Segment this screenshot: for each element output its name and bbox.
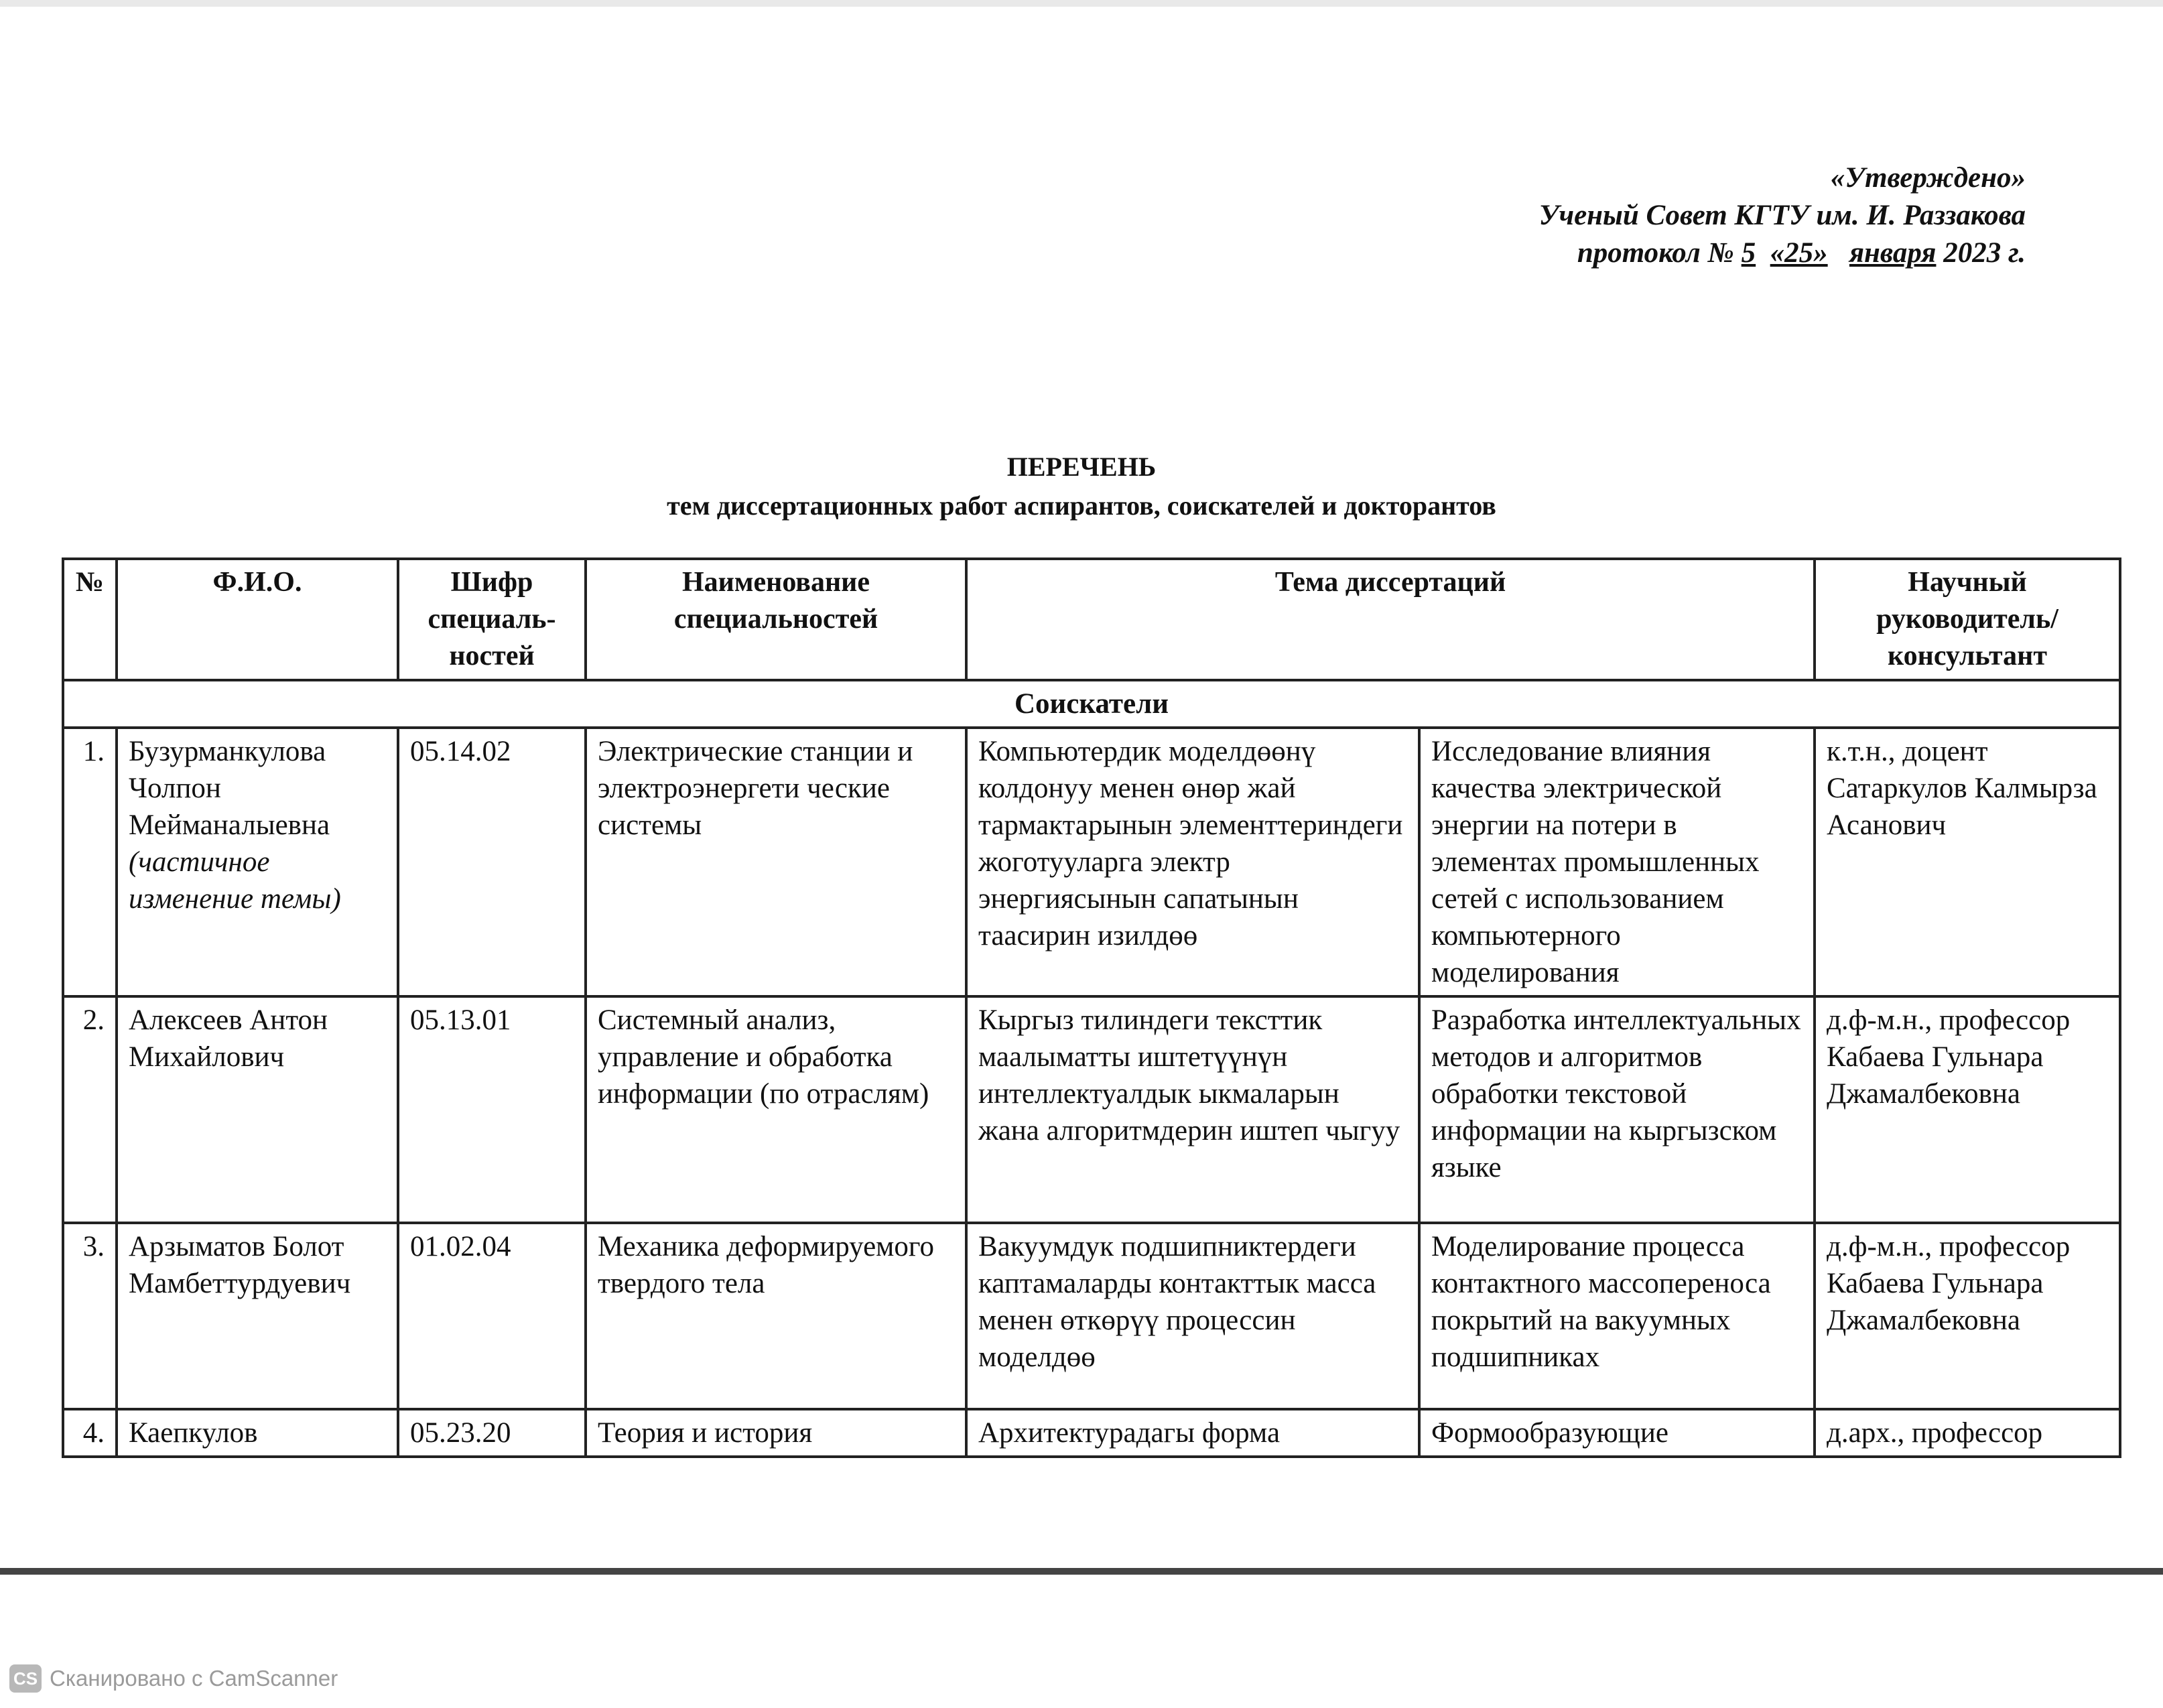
row-topic-kyrgyz: Кыргыз тилиндеги тексттик маалыматты иштетүүнүн интеллектуалдык ыкмаларын жана алгоритмдерин иштеп чыгуу: [966, 996, 1419, 1223]
row-specialty: Механика деформируемого твердого тела: [586, 1223, 966, 1409]
document-title: ПЕРЕЧЕНЬ: [1006, 452, 1157, 482]
row-topic-russian: Исследование влияния качества электрической энергии на потери в элементах промышленных сетей с использованием компьютерного моделирования: [1419, 728, 1815, 996]
header-topic: Тема диссертаций: [966, 559, 1815, 680]
row-specialty: Теория и история: [586, 1409, 966, 1457]
camscanner-text: Сканировано с CamScanner: [50, 1666, 338, 1691]
row-specialty: Электрические станции и электроэнергети ческие системы: [586, 728, 966, 996]
row-code: 05.13.01: [398, 996, 586, 1223]
protocol-number: 5: [1741, 237, 1756, 269]
header-specialty: Наименование специальностей: [586, 559, 966, 680]
row-num: 4.: [63, 1409, 117, 1457]
approval-line-2: Ученый Совет КГТУ им. И. Раззакова: [1538, 200, 2026, 231]
scan-page-edge: [0, 1568, 2163, 1575]
camscanner-watermark: [9, 1664, 338, 1693]
approval-stamp: [1539, 159, 2026, 272]
row-fio-name: Бузурманкулова Чолпон Мейманалыевна: [129, 736, 330, 841]
table-row: [63, 996, 2120, 1223]
header-code: Шифр специаль-ностей: [398, 559, 586, 680]
row-code: 01.02.04: [398, 1223, 586, 1409]
document-title-block: [0, 448, 2163, 525]
row-advisor: к.т.н., доцент Сатаркулов Калмырза Асанович: [1815, 728, 2120, 996]
protocol-month: января: [1849, 237, 1937, 269]
row-fio: Алексеев Антон Михайлович: [117, 996, 398, 1223]
table-row: [63, 1223, 2120, 1409]
protocol-day: «25»: [1770, 237, 1828, 269]
row-fio: Каепкулов: [117, 1409, 398, 1457]
row-topic-kyrgyz: Компьютердик моделдөөнү колдонуу менен өнөр жай тармактарынын элементтериндеги жоготууларга электр энергиясынын сапатынын таасирин изилдөө: [966, 728, 1419, 996]
protocol-year: 2023 г.: [1943, 237, 2026, 269]
row-topic-kyrgyz: Архитектурадагы форма: [966, 1409, 1419, 1457]
document-subtitle: тем диссертационных работ аспирантов, соискателей и докторантов: [667, 490, 1496, 521]
row-fio-note: (частичное изменение темы): [129, 846, 341, 915]
table-header-row: [63, 559, 2120, 680]
row-topic-russian: Формообразующие: [1419, 1409, 1815, 1457]
approval-line-3: [1539, 235, 2026, 272]
row-topic-russian: Разработка интеллектуальных методов и алгоритмов обработки текстовой информации на кыргызском языке: [1419, 996, 1815, 1223]
row-topic-kyrgyz: Вакуумдук подшипниктердеги каптамаларды контакттык масса менен өткөрүү процессин моделдөө: [966, 1223, 1419, 1409]
row-advisor: д.ф-м.н., профессор Кабаева Гульнара Джамалбековна: [1815, 996, 2120, 1223]
row-advisor: д.арх., профессор: [1815, 1409, 2120, 1457]
row-num: 2.: [63, 996, 117, 1223]
camscanner-logo-icon: CS: [9, 1664, 42, 1693]
row-code: 05.14.02: [398, 728, 586, 996]
table-row: [63, 1409, 2120, 1457]
row-topic-russian: Моделирование процесса контактного массопереноса покрытий на вакуумных подшипниках: [1419, 1223, 1815, 1409]
table-row: [63, 728, 2120, 996]
dissertation-topics-table: [62, 557, 2121, 1458]
section-row: [63, 680, 2120, 728]
section-label: Соискатели: [63, 680, 2120, 728]
row-fio: [117, 728, 398, 996]
row-num: 3.: [63, 1223, 117, 1409]
protocol-prefix: протокол №: [1577, 237, 1742, 269]
scan-top-edge: [0, 0, 2163, 7]
approval-line-1: «Утверждено»: [1830, 162, 2026, 194]
header-fio: Ф.И.О.: [117, 559, 398, 680]
header-advisor: Научный руководитель/ консультант: [1815, 559, 2120, 680]
row-advisor: д.ф-м.н., профессор Кабаева Гульнара Джамалбековна: [1815, 1223, 2120, 1409]
row-fio: Арзыматов Болот Мамбеттурдуевич: [117, 1223, 398, 1409]
row-code: 05.23.20: [398, 1409, 586, 1457]
row-num: 1.: [63, 728, 117, 996]
row-specialty: Системный анализ, управление и обработка информации (по отраслям): [586, 996, 966, 1223]
header-num: №: [63, 559, 117, 680]
